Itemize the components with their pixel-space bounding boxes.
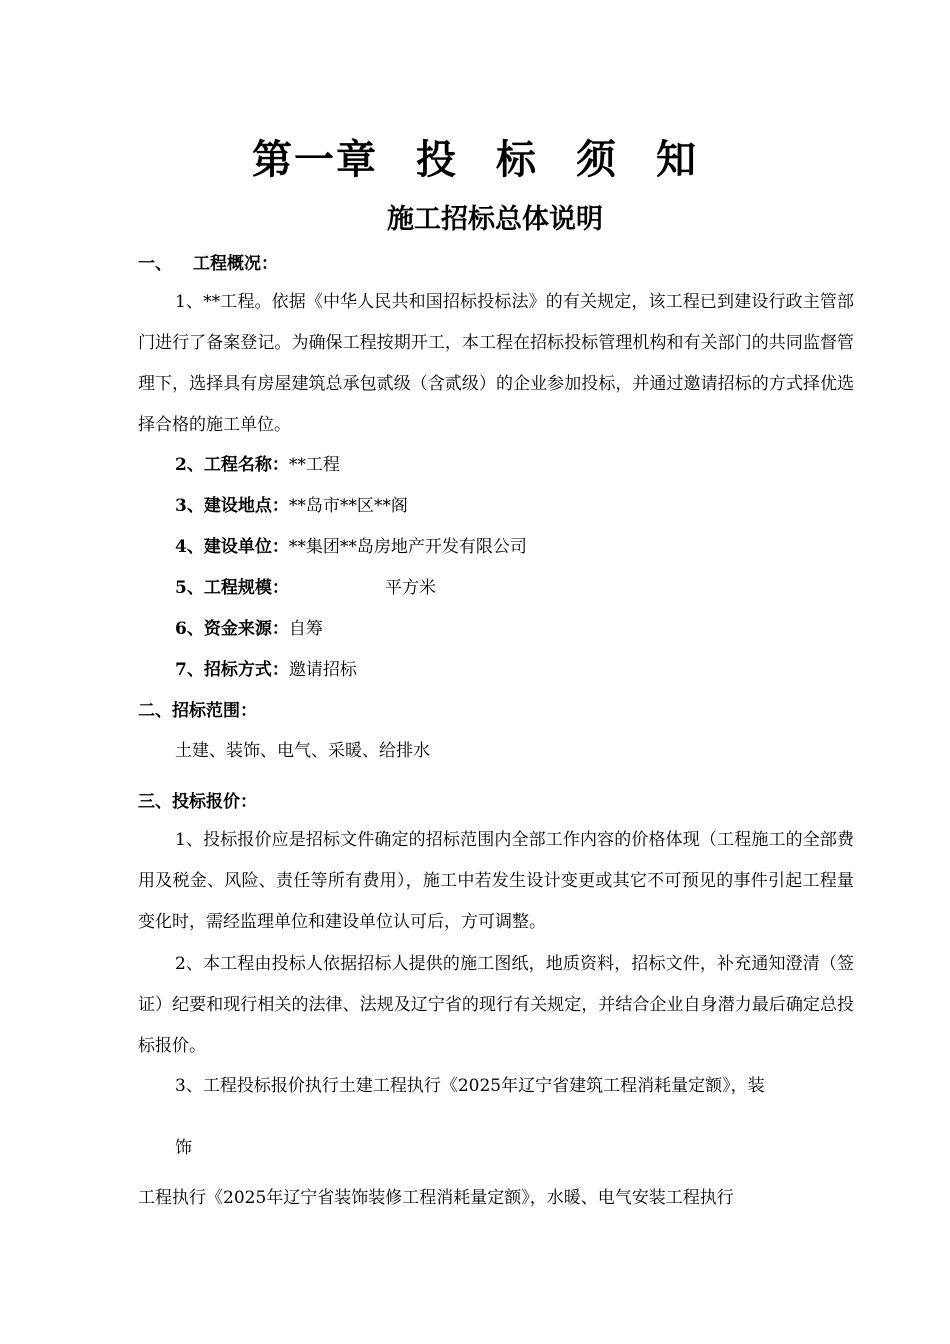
title-word: 须 [576,136,618,183]
section-1-number: 一、 [138,254,172,274]
section-2-content: 土建、装饰、电气、采暖、给排水 [175,741,430,761]
title-word: 知 [656,136,698,183]
section-3-paragraph-3-line-3: 工程执行《2025年辽宁省装饰装修工程消耗量定额》，水暖、电气安装工程执行 [138,1188,734,1208]
section-3-paragraph-3-line-1: 3、工程投标报价执行土建工程执行《2025年辽宁省建筑工程消耗量定额》，装 [175,1076,765,1096]
field-value: 邀请招标 [288,660,357,680]
field-project-name [175,453,340,477]
title-word: 投 [416,136,458,183]
section-3-paragraph-3-line-2: 饰 [175,1138,192,1158]
field-label: 6、资金来源： [175,619,289,639]
field-funding [175,617,323,641]
title-word: 标 [496,136,538,183]
section-3-paragraph-2: 2、本工程由投标人依据招标人提供的施工图纸，地质资料，招标文件，补充通知澄清（签证）纪要和现行相关的法律、法规及辽宁省的现行有关规定，并结合企业自身潜力最后确定总投标报价。 [138,954,854,1056]
field-label: 5、工程规模： [175,578,289,598]
field-developer [175,535,527,559]
field-scale-value: 平方米 [385,578,436,598]
field-value: **集团**岛房地产开发有限公司 [288,537,527,557]
field-location [175,494,408,518]
field-label: 2、工程名称： [175,455,289,475]
field-bidding-method [175,658,357,682]
section-3-heading: 三、投标报价： [138,792,257,812]
chapter-title [0,130,950,190]
section-2-heading: 二、招标范围： [138,701,257,721]
chapter-number: 第一章 [252,136,378,183]
field-label: 4、建设单位： [175,537,289,557]
field-value: **岛市**区**阁 [288,496,408,516]
field-label: 7、招标方式： [175,660,289,680]
field-value: **工程 [288,455,340,475]
section-3-paragraph-1: 1、投标报价应是招标文件确定的招标范围内全部工作内容的价格体现（工程施工的全部费用及税金、风险、责任等所有费用），施工中若发生设计变更或其它不可预见的事件引起工程量变化时，需经监理单位和建设单位认可后，方可调整。 [138,830,854,932]
field-label: 3、建设地点： [175,496,289,516]
section-1-paragraph: 1、**工程。依据《中华人民共和国招标投标法》的有关规定，该工程已到建设行政主管部门进行了备案登记。为确保工程按期开工，本工程在招标投标管理机构和有关部门的共同监督管理下，选择具有房屋建筑总承包贰级（含贰级）的企业参加投标，并通过邀请招标的方式择优选择合格的施工单位。 [138,292,854,435]
subtitle: 施工招标总体说明 [387,204,603,235]
field-value: 自筹 [288,619,323,639]
section-1-heading: 工程概况： [193,254,278,274]
